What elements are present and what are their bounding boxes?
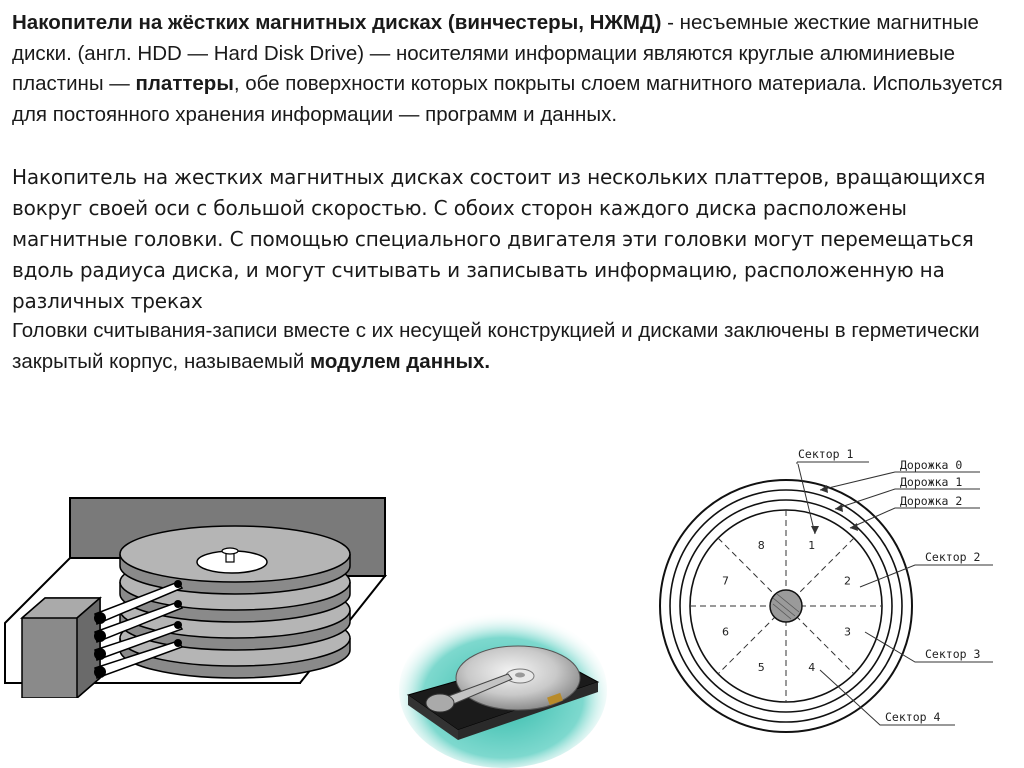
sector-number-7: 7: [722, 574, 729, 588]
hdd-photo-illustration: [398, 600, 608, 768]
actuator-block: [22, 598, 100, 698]
sector-number-3: 3: [844, 625, 851, 639]
spindle-icon: [222, 548, 238, 554]
label-sector-1: Сектор 1: [798, 447, 854, 461]
platter-stack-illustration: [0, 488, 390, 698]
label-sector-4: Сектор 4: [885, 710, 941, 724]
data-module-text: Головки считывания-записи вместе с их несущей конструкцией и дисками заключены в герметически закрытый корпус, называемый: [12, 319, 980, 373]
hdd-definition-text-b: , обе поверхности которых покрыты слоем магнитного материала. Используется для постоянного хранения информации — программ и данных.: [12, 72, 1003, 126]
sector-number-5: 5: [757, 661, 765, 674]
hdd-definition-text-a: - несъемные жесткие магнитные диски. (англ. HDD — Hard Disk Drive) — носителями информации являются круглые алюминиевые пластины —: [12, 11, 979, 95]
platters-term: платтеры: [135, 72, 234, 95]
data-module-term: модулем данных.: [310, 349, 491, 373]
sector-number-1: 1: [808, 539, 816, 552]
label-sector-2: Сектор 2: [925, 550, 981, 564]
disk-tracks-sectors-diagram: [655, 442, 1024, 768]
sector-number-4: 4: [808, 661, 816, 674]
hdd-title: Накопители на жёстких магнитных дисках (винчестеры, НЖМД): [12, 11, 662, 34]
label-track-1: Дорожка 1: [900, 475, 963, 489]
paragraph-data-module: [12, 316, 1012, 377]
label-sector-3: Сектор 3: [925, 647, 981, 661]
paragraph-hdd-definition: [12, 8, 1012, 130]
label-track-2: Дорожка 2: [900, 494, 963, 508]
label-track-0: Дорожка 0: [900, 458, 963, 472]
sector-number-2: 2: [844, 574, 851, 588]
label-leaders: [797, 462, 993, 725]
paragraph-hdd-structure: Накопитель на жестких магнитных дисках состоит из нескольких платтеров, вращающихся вокруг своей оси с большой скоростью. С обоих сторон каждого диска расположены магнитные головки. С помощью специального двигателя эти головки могут перемещаться вдоль радиуса диска, и могут считывать и записывать информацию, расположенную на различных треках: [12, 165, 986, 313]
platter-top: [120, 526, 350, 594]
sector-number-8: 8: [757, 539, 765, 552]
sector-number-6: 6: [722, 625, 729, 639]
